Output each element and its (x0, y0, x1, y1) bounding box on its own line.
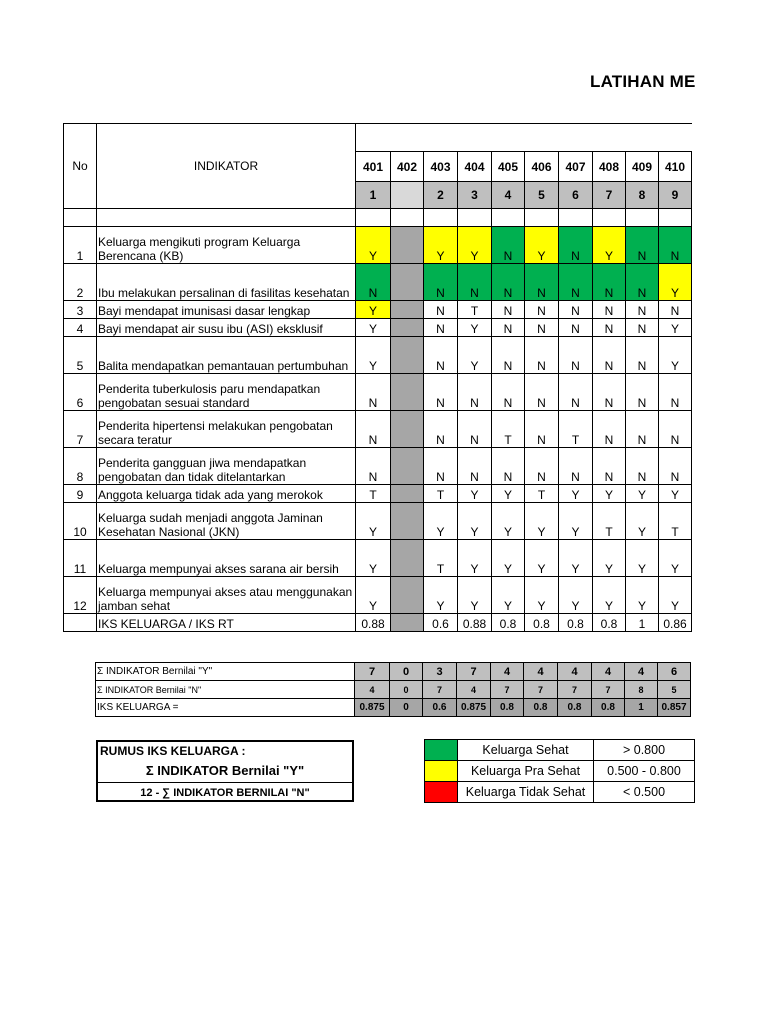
row-value: Y (659, 540, 692, 577)
spacer-cell (458, 209, 492, 227)
summary-value: 4 (355, 681, 390, 699)
row-value: Y (356, 301, 391, 319)
summary-value: 4 (592, 663, 625, 681)
legend-range: < 0.500 (594, 782, 695, 803)
row-value: N (593, 264, 626, 301)
summary-value: 0 (390, 699, 423, 717)
row-number: 1 (64, 227, 97, 264)
table-row (64, 319, 692, 337)
summary-value: 3 (423, 663, 457, 681)
table-row (64, 374, 692, 411)
summary-label: Σ INDIKATOR Bernilai "N" (96, 681, 355, 699)
spacer-cell (492, 209, 525, 227)
row-value: N (559, 374, 593, 411)
row-value: N (659, 448, 692, 485)
row-value: Y (593, 485, 626, 503)
legend-range: 0.500 - 0.800 (594, 761, 695, 782)
row-indicator: Keluarga sudah menjadi anggota Jaminan Kesehatan Nasional (JKN) (97, 503, 356, 540)
summary-value: 4 (491, 663, 524, 681)
row-indicator: Bayi mendapat air susu ibu (ASI) eksklusif (97, 319, 356, 337)
row-value: Y (424, 503, 458, 540)
row-value: N (559, 301, 593, 319)
row-value: N (525, 319, 559, 337)
row-value: N (626, 374, 659, 411)
row-value: N (659, 301, 692, 319)
row-value: N (593, 374, 626, 411)
row-indicator: Penderita hipertensi melakukan pengobatan secara teratur (97, 411, 356, 448)
legend-table (424, 739, 695, 803)
row-value (391, 411, 424, 448)
row-value: N (424, 264, 458, 301)
header-index (391, 182, 424, 209)
row-value: Y (458, 540, 492, 577)
table-row (64, 301, 692, 319)
header-index: 6 (559, 182, 593, 209)
iks-label: IKS KELUARGA / IKS RT (97, 614, 356, 632)
row-value: Y (356, 337, 391, 374)
row-value: Y (626, 503, 659, 540)
iks-value: 0.8 (492, 614, 525, 632)
row-value: T (424, 485, 458, 503)
row-value: Y (659, 577, 692, 614)
row-value: N (626, 411, 659, 448)
row-value: Y (659, 485, 692, 503)
summary-value: 4 (558, 663, 592, 681)
row-value: N (492, 319, 525, 337)
row-value: Y (593, 540, 626, 577)
row-value: T (424, 540, 458, 577)
rumus-title: RUMUS IKS KELUARGA : (100, 744, 246, 758)
row-indicator: Keluarga mempunyai akses sarana air bersih (97, 540, 356, 577)
iks-value: 0.86 (659, 614, 692, 632)
row-value: Y (559, 485, 593, 503)
row-value: N (525, 337, 559, 374)
iks-value: 0.8 (593, 614, 626, 632)
row-value: N (492, 337, 525, 374)
row-indicator: Penderita gangguan jiwa mendapatkan pengobatan dan tidak ditelantarkan (97, 448, 356, 485)
row-value: N (424, 337, 458, 374)
row-value: Y (525, 503, 559, 540)
header-no: No (64, 124, 97, 209)
row-value: N (356, 411, 391, 448)
header-index: 1 (356, 182, 391, 209)
summary-value: 0 (390, 663, 423, 681)
row-value: Y (424, 227, 458, 264)
header-index: 8 (626, 182, 659, 209)
summary-value: 4 (457, 681, 491, 699)
row-indicator: Keluarga mempunyai akses atau menggunakan jamban sehat (97, 577, 356, 614)
row-value (391, 319, 424, 337)
row-value: N (424, 301, 458, 319)
summary-value: 8 (625, 681, 658, 699)
iks-value (391, 614, 424, 632)
row-number: 2 (64, 264, 97, 301)
summary-value: 7 (592, 681, 625, 699)
header-index: 4 (492, 182, 525, 209)
row-indicator: Keluarga mengikuti program Keluarga Berencana (KB) (97, 227, 356, 264)
summary-value: 7 (457, 663, 491, 681)
row-value: Y (559, 577, 593, 614)
legend-swatch (425, 761, 458, 782)
row-value: N (458, 264, 492, 301)
summary-value: 0.875 (355, 699, 390, 717)
row-value: Y (356, 227, 391, 264)
spacer-cell (391, 209, 424, 227)
row-value: Y (492, 577, 525, 614)
legend-label: Keluarga Tidak Sehat (458, 782, 594, 803)
row-number: 9 (64, 485, 97, 503)
row-indicator: Anggota keluarga tidak ada yang merokok (97, 485, 356, 503)
row-number: 10 (64, 503, 97, 540)
summary-value: 0.8 (491, 699, 524, 717)
row-value: T (356, 485, 391, 503)
row-value: N (492, 301, 525, 319)
row-value: N (626, 319, 659, 337)
rumus-divider (98, 782, 352, 783)
summary-row (96, 681, 691, 699)
header-code: 402 (391, 152, 424, 182)
row-number: 7 (64, 411, 97, 448)
row-value: N (492, 227, 525, 264)
table-row (64, 227, 692, 264)
iks-value: 0.88 (356, 614, 391, 632)
row-value: N (593, 337, 626, 374)
row-value: N (424, 319, 458, 337)
legend-label: Keluarga Sehat (458, 740, 594, 761)
spacer-cell (593, 209, 626, 227)
summary-value: 0.857 (658, 699, 691, 717)
row-value: N (559, 448, 593, 485)
table-row (64, 503, 692, 540)
header-blank (356, 124, 692, 152)
row-number: 12 (64, 577, 97, 614)
row-number: 5 (64, 337, 97, 374)
header-indikator: INDIKATOR (97, 124, 356, 209)
indicator-table (63, 123, 692, 632)
row-value: Y (356, 319, 391, 337)
row-value: Y (559, 540, 593, 577)
row-value: Y (659, 337, 692, 374)
row-value: Y (525, 227, 559, 264)
row-value (391, 485, 424, 503)
row-value: N (626, 301, 659, 319)
spacer-cell (356, 209, 391, 227)
row-value (391, 374, 424, 411)
row-value: Y (458, 577, 492, 614)
summary-value: 7 (355, 663, 390, 681)
row-value: N (356, 448, 391, 485)
summary-value: 1 (625, 699, 658, 717)
summary-table (95, 662, 691, 717)
page-title: LATIHAN ME (590, 72, 696, 91)
row-value: N (559, 319, 593, 337)
row-value (391, 227, 424, 264)
row-value: N (626, 227, 659, 264)
row-value: T (458, 301, 492, 319)
spacer-cell (659, 209, 692, 227)
header-code: 403 (424, 152, 458, 182)
summary-value: 5 (658, 681, 691, 699)
header-index: 9 (659, 182, 692, 209)
header-code: 401 (356, 152, 391, 182)
row-value: N (525, 264, 559, 301)
table-row (64, 577, 692, 614)
row-value (391, 337, 424, 374)
summary-label: Σ INDIKATOR Bernilai "Y" (96, 663, 355, 681)
summary-value: 7 (491, 681, 524, 699)
row-value: Y (424, 577, 458, 614)
legend-swatch (425, 782, 458, 803)
iks-value: 0.6 (424, 614, 458, 632)
summary-label: IKS KELUARGA = (96, 699, 355, 717)
row-value: N (593, 411, 626, 448)
row-value: N (559, 227, 593, 264)
summary-value: 0.8 (524, 699, 558, 717)
row-value: N (492, 448, 525, 485)
row-value (391, 264, 424, 301)
summary-value: 0.875 (457, 699, 491, 717)
rumus-denominator: 12 - ∑ INDIKATOR BERNILAI "N" (140, 787, 310, 799)
row-value: N (424, 411, 458, 448)
table-row (64, 448, 692, 485)
header-code: 408 (593, 152, 626, 182)
row-value: N (626, 448, 659, 485)
row-value: Y (458, 227, 492, 264)
row-value: N (659, 227, 692, 264)
row-value: T (559, 411, 593, 448)
table-row (64, 411, 692, 448)
row-value: Y (458, 337, 492, 374)
row-indicator: Ibu melakukan persalinan di fasilitas kesehatan (97, 264, 356, 301)
iks-row (64, 614, 692, 632)
row-value: N (559, 337, 593, 374)
row-value (391, 503, 424, 540)
row-value: T (593, 503, 626, 540)
summary-value: 4 (625, 663, 658, 681)
legend-label: Keluarga Pra Sehat (458, 761, 594, 782)
header-code: 404 (458, 152, 492, 182)
row-value: Y (356, 503, 391, 540)
header-code: 405 (492, 152, 525, 182)
legend-row (425, 782, 695, 803)
header-index: 3 (458, 182, 492, 209)
iks-blank (64, 614, 97, 632)
table-row (64, 337, 692, 374)
summary-value: 4 (524, 663, 558, 681)
summary-value: 7 (524, 681, 558, 699)
row-value (391, 448, 424, 485)
row-value: N (492, 374, 525, 411)
row-value: N (593, 319, 626, 337)
row-value: T (492, 411, 525, 448)
row-value: T (659, 503, 692, 540)
row-value: N (659, 374, 692, 411)
row-value: N (593, 448, 626, 485)
iks-value: 1 (626, 614, 659, 632)
row-value: Y (593, 577, 626, 614)
header-index: 5 (525, 182, 559, 209)
row-value (391, 577, 424, 614)
summary-value: 6 (658, 663, 691, 681)
row-value: N (626, 264, 659, 301)
row-value: Y (626, 485, 659, 503)
header-index: 7 (593, 182, 626, 209)
row-value: N (458, 411, 492, 448)
table-row (64, 485, 692, 503)
row-indicator: Bayi mendapat imunisasi dasar lengkap (97, 301, 356, 319)
row-value: N (559, 264, 593, 301)
row-number: 11 (64, 540, 97, 577)
spacer-cell (559, 209, 593, 227)
row-indicator: Penderita tuberkulosis paru mendapatkan pengobatan sesuai standard (97, 374, 356, 411)
header-code: 409 (626, 152, 659, 182)
row-value: N (424, 374, 458, 411)
iks-value: 0.88 (458, 614, 492, 632)
summary-row (96, 699, 691, 717)
summary-value: 0.6 (423, 699, 457, 717)
table-row (64, 264, 692, 301)
row-value: Y (492, 503, 525, 540)
spacer-cell (525, 209, 559, 227)
row-value: Y (659, 264, 692, 301)
row-value: Y (458, 319, 492, 337)
row-value: N (356, 374, 391, 411)
row-value: N (626, 337, 659, 374)
rumus-box (96, 740, 354, 802)
summary-row (96, 663, 691, 681)
row-value: Y (458, 503, 492, 540)
row-value: Y (525, 540, 559, 577)
summary-value: 7 (558, 681, 592, 699)
row-value: Y (492, 540, 525, 577)
header-index: 2 (424, 182, 458, 209)
row-value: N (525, 301, 559, 319)
row-number: 4 (64, 319, 97, 337)
header-code: 407 (559, 152, 593, 182)
spacer-cell (424, 209, 458, 227)
iks-value: 0.8 (525, 614, 559, 632)
summary-value: 0 (390, 681, 423, 699)
row-number: 8 (64, 448, 97, 485)
header-code: 410 (659, 152, 692, 182)
row-value: Y (626, 540, 659, 577)
row-value: Y (559, 503, 593, 540)
row-value: N (356, 264, 391, 301)
legend-range: > 0.800 (594, 740, 695, 761)
legend-row (425, 761, 695, 782)
spacer-cell (64, 209, 97, 227)
row-value: Y (492, 485, 525, 503)
row-value: N (593, 301, 626, 319)
header-code: 406 (525, 152, 559, 182)
row-value: Y (593, 227, 626, 264)
row-value: N (659, 411, 692, 448)
row-value: T (525, 485, 559, 503)
row-value: Y (659, 319, 692, 337)
row-value: Y (626, 577, 659, 614)
row-value: N (458, 374, 492, 411)
summary-value: 0.8 (592, 699, 625, 717)
row-value (391, 540, 424, 577)
row-value (391, 301, 424, 319)
row-number: 3 (64, 301, 97, 319)
row-value: N (424, 448, 458, 485)
row-value: Y (356, 540, 391, 577)
row-value: Y (356, 577, 391, 614)
row-number: 6 (64, 374, 97, 411)
spacer-cell (97, 209, 356, 227)
table-row (64, 540, 692, 577)
row-value: N (492, 264, 525, 301)
spacer-cell (626, 209, 659, 227)
row-value: N (525, 448, 559, 485)
row-value: Y (525, 577, 559, 614)
row-value: N (458, 448, 492, 485)
row-indicator: Balita mendapatkan pemantauan pertumbuhan (97, 337, 356, 374)
summary-value: 7 (423, 681, 457, 699)
iks-value: 0.8 (559, 614, 593, 632)
legend-swatch (425, 740, 458, 761)
legend-row (425, 740, 695, 761)
row-value: N (525, 374, 559, 411)
row-value: Y (458, 485, 492, 503)
summary-value: 0.8 (558, 699, 592, 717)
row-value: N (525, 411, 559, 448)
rumus-numerator: Σ INDIKATOR Bernilai "Y" (145, 763, 305, 778)
